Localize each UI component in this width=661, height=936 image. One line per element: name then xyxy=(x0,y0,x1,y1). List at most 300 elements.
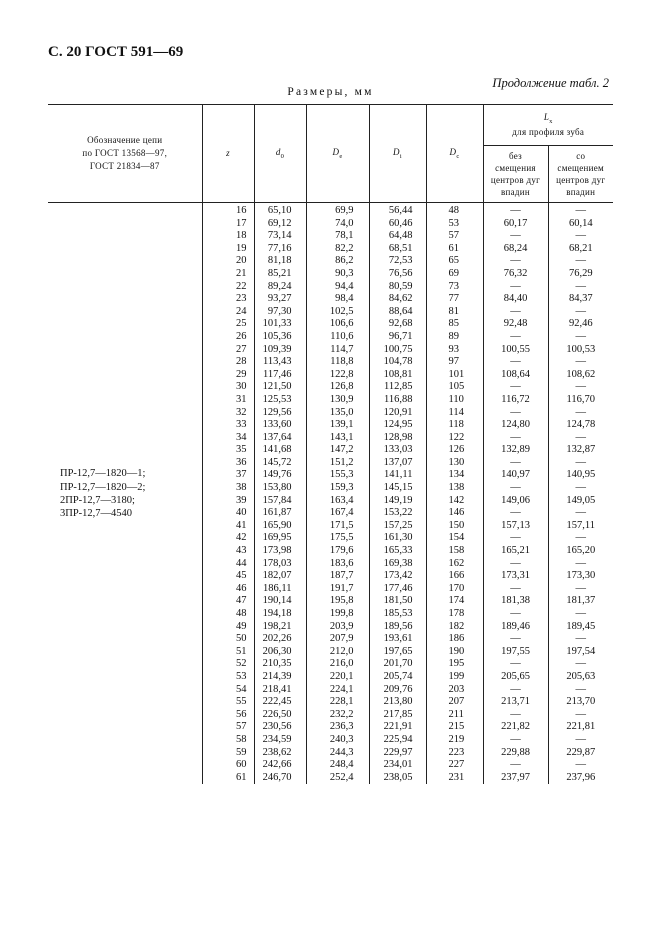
cell-di: 157,25 xyxy=(383,519,413,531)
cell-di: 145,15 xyxy=(383,482,413,494)
cell-di: 189,56 xyxy=(383,620,413,632)
cell-de: 224,1 xyxy=(329,683,354,695)
header-di: $D_i$ xyxy=(369,105,426,203)
cell-de: 159,3 xyxy=(329,482,354,494)
cell-de: 155,3 xyxy=(329,469,354,481)
header-designation-line-3: ГОСТ 21834—87 xyxy=(89,161,160,172)
cell-dc: 142 xyxy=(448,494,465,506)
cell-di: 234,01 xyxy=(383,759,413,771)
cell-de: 187,7 xyxy=(329,570,354,582)
cell-lx-without: — xyxy=(510,330,521,342)
cell-dc: 97 xyxy=(448,356,459,368)
cell-di: 104,78 xyxy=(383,356,413,368)
cell-dc: 77 xyxy=(448,293,459,305)
cell-dc: 122 xyxy=(448,431,465,443)
cell-lx-with: — xyxy=(575,305,586,317)
cell-lx-without: 157,13 xyxy=(501,519,530,531)
cell-di: 149,19 xyxy=(383,494,413,506)
cell-lx-without: 205,65 xyxy=(501,670,530,682)
cell-d0: 161,87 xyxy=(262,507,292,519)
cell-lx-with: — xyxy=(575,633,586,645)
cell-lx-with: 221,81 xyxy=(566,721,596,733)
cell-dc: 170 xyxy=(448,582,465,594)
cell-di: 72,53 xyxy=(388,255,413,267)
cell-de: 244,3 xyxy=(329,746,354,758)
cell-dc: 69 xyxy=(448,267,459,279)
header-d0: $d_0$ xyxy=(254,105,306,203)
cell-dc: 178 xyxy=(448,608,465,619)
sprocket-dimensions-table xyxy=(48,104,613,784)
cell-z: 18 xyxy=(236,230,247,242)
cell-d0: 202,26 xyxy=(262,633,292,645)
cell-de: 195,8 xyxy=(329,595,354,607)
cell-lx-with: — xyxy=(575,431,586,443)
cell-de: 236,3 xyxy=(329,721,354,733)
cell-z: 25 xyxy=(236,318,247,330)
cell-d0: 77,16 xyxy=(267,242,292,254)
cell-z: 56 xyxy=(236,708,247,720)
cell-lx-with: — xyxy=(575,356,586,368)
cell-z: 61 xyxy=(236,771,247,783)
cell-lx-with: — xyxy=(575,255,586,267)
cell-dc: 150 xyxy=(448,519,465,531)
cell-dc: 61 xyxy=(448,242,459,254)
cell-de: 183,6 xyxy=(329,557,354,569)
cell-dc: 110 xyxy=(448,393,464,405)
cell-di: 225,94 xyxy=(383,733,413,745)
cell-lx-without: — xyxy=(510,683,521,695)
header-dc: $D_c$ xyxy=(426,105,483,203)
cell-lx-with: 60,14 xyxy=(568,217,593,229)
cell-z: 35 xyxy=(236,444,247,456)
cell-lx-without: — xyxy=(510,708,521,720)
cell-z: 60 xyxy=(236,759,247,771)
cell-lx-without: 100,55 xyxy=(501,343,530,355)
header-designation-line-1: Обозначение цепи xyxy=(87,134,163,145)
cell-z: 29 xyxy=(236,368,247,380)
cell-z: 59 xyxy=(236,746,247,758)
cell-de: 69,9 xyxy=(335,205,354,216)
cell-d0: 178,03 xyxy=(262,557,292,569)
cell-lx-without: 221,82 xyxy=(501,721,530,733)
cell-lx-with: — xyxy=(575,330,586,342)
cell-lx-without: — xyxy=(510,280,521,292)
cell-dc: 211 xyxy=(448,708,464,720)
cell-dc: 105 xyxy=(448,381,465,393)
cell-d0: 125,53 xyxy=(262,393,292,405)
cell-lx-with: 165,20 xyxy=(566,545,596,557)
cell-lx-with: — xyxy=(575,381,586,393)
cell-di: 128,98 xyxy=(383,431,413,443)
header-lx: $L_x$ для профиля зуба xyxy=(483,105,613,146)
cell-lx-with: — xyxy=(575,658,586,670)
cell-de: 232,2 xyxy=(329,708,354,720)
cell-lx-with: 181,37 xyxy=(566,595,596,607)
cell-d0: 69,12 xyxy=(267,217,292,229)
cell-lx-without: 173,31 xyxy=(501,570,530,582)
cell-lx-with: — xyxy=(575,205,586,216)
cell-lx-without: — xyxy=(510,255,521,267)
cell-dc: 146 xyxy=(448,507,465,519)
chain-designation-cell xyxy=(48,203,202,785)
cell-de: 252,4 xyxy=(329,771,354,783)
cell-di: 92,68 xyxy=(388,318,413,330)
cell-di: 165,33 xyxy=(383,545,413,557)
cell-d0: 117,46 xyxy=(263,368,292,380)
cell-de: 122,8 xyxy=(329,368,354,380)
cell-d0: 218,41 xyxy=(262,683,292,695)
cell-d0: 109,39 xyxy=(262,343,292,355)
cell-lx-with: 189,45 xyxy=(566,620,596,632)
cell-di: 209,76 xyxy=(383,683,413,695)
cell-d0: 81,18 xyxy=(267,255,292,267)
cell-dc: 57 xyxy=(448,230,459,242)
cell-z: 20 xyxy=(236,255,247,267)
column-z xyxy=(202,203,254,785)
cell-dc: 182 xyxy=(448,620,465,632)
cell-di: 181,50 xyxy=(383,595,413,607)
cell-d0: 246,70 xyxy=(262,771,292,783)
cell-lx-with: 173,30 xyxy=(566,570,596,582)
column-dc xyxy=(426,203,483,785)
cell-di: 141,11 xyxy=(384,469,413,481)
cell-lx-without: 76,32 xyxy=(503,267,528,279)
cell-d0: 129,56 xyxy=(262,406,292,418)
cell-d0: 85,21 xyxy=(267,267,292,279)
cell-d0: 190,14 xyxy=(262,595,292,607)
cell-z: 36 xyxy=(236,456,247,468)
cell-d0: 153,80 xyxy=(262,482,292,494)
cell-z: 22 xyxy=(236,280,247,292)
cell-di: 64,48 xyxy=(388,230,413,242)
cell-dc: 134 xyxy=(448,469,465,481)
cell-lx-with: 76,29 xyxy=(568,267,593,279)
cell-de: 86,2 xyxy=(335,255,354,267)
cell-dc: 89 xyxy=(448,330,459,342)
cell-lx-without: 149,06 xyxy=(501,494,530,506)
cell-z: 47 xyxy=(236,595,247,607)
cell-z: 53 xyxy=(236,670,247,682)
cell-lx-without: — xyxy=(510,230,521,242)
cell-lx-without: 84,40 xyxy=(503,293,528,305)
column-de xyxy=(306,203,369,785)
column-lx-without-shift xyxy=(483,203,548,785)
column-di xyxy=(369,203,426,785)
cell-dc: 65 xyxy=(448,255,459,267)
cell-z: 46 xyxy=(236,582,247,594)
cell-lx-with: — xyxy=(575,482,586,494)
cell-d0: 194,18 xyxy=(262,608,292,619)
cell-d0: 165,90 xyxy=(262,519,292,531)
cell-de: 171,5 xyxy=(329,519,354,531)
cell-dc: 101 xyxy=(448,368,465,380)
cell-lx-without: — xyxy=(510,482,521,494)
cell-lx-without: 140,97 xyxy=(501,469,530,481)
cell-d0: 230,56 xyxy=(262,721,292,733)
cell-dc: 190 xyxy=(448,645,465,657)
cell-di: 88,64 xyxy=(388,305,413,317)
cell-di: 68,51 xyxy=(388,242,413,254)
cell-d0: 173,98 xyxy=(262,545,292,557)
cell-z: 39 xyxy=(236,494,247,506)
cell-lx-with: — xyxy=(575,683,586,695)
cell-lx-with: 92,46 xyxy=(568,318,593,330)
cell-lx-without: 197,55 xyxy=(501,645,530,657)
cell-dc: 207 xyxy=(448,696,465,708)
cell-z: 40 xyxy=(236,507,247,519)
cell-z: 24 xyxy=(236,305,247,317)
cell-z: 55 xyxy=(236,696,247,708)
cell-lx-with: 116,70 xyxy=(566,393,595,405)
cell-lx-without: 60,17 xyxy=(503,217,528,229)
cell-lx-with: 132,87 xyxy=(566,444,596,456)
cell-d0: 65,10 xyxy=(267,205,292,216)
cell-de: 130,9 xyxy=(329,393,354,405)
cell-d0: 121,50 xyxy=(262,381,292,393)
cell-lx-without: 132,89 xyxy=(501,444,530,456)
cell-lx-with: 229,87 xyxy=(566,746,596,758)
cell-dc: 53 xyxy=(448,217,459,229)
cell-z: 28 xyxy=(236,356,247,368)
cell-lx-with: 237,96 xyxy=(566,771,596,783)
cell-dc: 154 xyxy=(448,532,465,544)
cell-dc: 223 xyxy=(448,746,465,758)
cell-dc: 48 xyxy=(448,205,459,216)
cell-lx-without: — xyxy=(510,759,521,771)
cell-di: 84,62 xyxy=(388,293,413,305)
cell-di: 137,07 xyxy=(383,456,413,468)
cell-di: 108,81 xyxy=(383,368,413,380)
cell-de: 203,9 xyxy=(329,620,354,632)
cell-dc: 81 xyxy=(448,305,459,317)
cell-lx-with: — xyxy=(575,759,586,771)
cell-lx-without: 124,80 xyxy=(501,419,530,431)
cell-z: 38 xyxy=(236,482,247,494)
cell-d0: 206,30 xyxy=(262,645,292,657)
cell-dc: 130 xyxy=(448,456,465,468)
cell-lx-without: 181,38 xyxy=(501,595,530,607)
cell-d0: 238,62 xyxy=(262,746,292,758)
cell-di: 221,91 xyxy=(383,721,413,733)
cell-dc: 219 xyxy=(448,733,465,745)
column-d0 xyxy=(254,203,306,785)
cell-d0: 198,21 xyxy=(262,620,292,632)
cell-dc: 73 xyxy=(448,280,459,292)
cell-lx-with: 100,53 xyxy=(566,343,596,355)
cell-d0: 169,95 xyxy=(262,532,292,544)
chain-designation-1: ПР-12,7—1820—1; xyxy=(60,468,146,480)
cell-de: 114,7 xyxy=(330,343,354,355)
column-lx-with-shift xyxy=(548,203,613,785)
cell-lx-without: — xyxy=(510,582,521,594)
cell-lx-with: — xyxy=(575,557,586,569)
cell-de: 106,6 xyxy=(329,318,354,330)
cell-d0: 89,24 xyxy=(267,280,292,292)
cell-z: 44 xyxy=(236,557,247,569)
cell-z: 33 xyxy=(236,419,247,431)
cell-d0: 141,68 xyxy=(262,444,292,456)
cell-di: 205,74 xyxy=(383,670,413,682)
cell-dc: 118 xyxy=(448,419,464,431)
cell-di: 112,85 xyxy=(384,381,413,393)
cell-de: 199,8 xyxy=(329,608,354,619)
cell-dc: 203 xyxy=(448,683,465,695)
cell-di: 213,80 xyxy=(383,696,413,708)
cell-di: 161,30 xyxy=(383,532,413,544)
cell-lx-with: — xyxy=(575,507,586,519)
cell-d0: 97,30 xyxy=(267,305,292,317)
cell-de: 78,1 xyxy=(335,230,354,242)
cell-z: 31 xyxy=(236,393,247,405)
cell-z: 37 xyxy=(236,469,247,481)
cell-de: 216,0 xyxy=(329,658,354,670)
cell-de: 90,3 xyxy=(335,267,354,279)
cell-lx-with: 205,63 xyxy=(566,670,596,682)
cell-z: 48 xyxy=(236,608,247,619)
cell-de: 191,7 xyxy=(329,582,354,594)
header-lx-without-shift: без смещения центров дуг впадин xyxy=(483,146,548,203)
cell-z: 43 xyxy=(236,545,247,557)
cell-de: 240,3 xyxy=(329,733,354,745)
page-header: С. 20 ГОСТ 591—69 xyxy=(48,44,184,60)
cell-lx-with: — xyxy=(575,733,586,745)
cell-de: 179,6 xyxy=(329,545,354,557)
chain-designation-2: ПР-12,7—1820—2; xyxy=(60,481,146,493)
cell-lx-with: 124,78 xyxy=(566,419,596,431)
cell-dc: 195 xyxy=(448,658,465,670)
cell-di: 177,46 xyxy=(383,582,413,594)
table-continuation-note: Продолжение табл. 2 xyxy=(492,76,609,90)
cell-di: 193,61 xyxy=(383,633,413,645)
cell-di: 169,38 xyxy=(383,557,413,569)
cell-de: 220,1 xyxy=(329,670,354,682)
cell-di: 100,75 xyxy=(383,343,413,355)
cell-z: 19 xyxy=(236,242,247,254)
cell-dc: 231 xyxy=(448,771,465,783)
cell-lx-without: — xyxy=(510,431,521,443)
cell-de: 212,0 xyxy=(329,645,354,657)
cell-z: 58 xyxy=(236,733,247,745)
cell-di: 185,53 xyxy=(383,608,413,619)
cell-di: 217,85 xyxy=(383,708,413,720)
cell-d0: 149,76 xyxy=(262,469,292,481)
cell-lx-without: 92,48 xyxy=(503,318,528,330)
cell-lx-with: — xyxy=(575,280,586,292)
cell-di: 116,88 xyxy=(384,393,413,405)
cell-lx-with: 157,11 xyxy=(566,519,595,531)
cell-lx-without: — xyxy=(510,733,521,745)
header-designation xyxy=(48,105,202,203)
cell-z: 21 xyxy=(236,267,247,279)
cell-de: 82,2 xyxy=(335,242,354,254)
cell-de: 143,1 xyxy=(329,431,354,443)
cell-di: 76,56 xyxy=(388,267,413,279)
cell-lx-with: 140,95 xyxy=(566,469,596,481)
cell-z: 49 xyxy=(236,620,247,632)
cell-lx-without: — xyxy=(510,608,521,619)
cell-d0: 105,36 xyxy=(262,330,292,342)
cell-d0: 214,39 xyxy=(262,670,292,682)
cell-dc: 114 xyxy=(448,406,464,418)
cell-z: 54 xyxy=(236,683,247,695)
cell-de: 207,9 xyxy=(329,633,354,645)
cell-d0: 145,72 xyxy=(262,456,292,468)
header-designation-line-2: по ГОСТ 13568—97, xyxy=(82,147,168,158)
cell-lx-without: — xyxy=(510,381,521,393)
cell-de: 163,4 xyxy=(329,494,354,506)
cell-de: 139,1 xyxy=(329,419,354,431)
cell-lx-without: 165,21 xyxy=(501,545,530,557)
cell-di: 124,95 xyxy=(383,419,413,431)
cell-lx-without: — xyxy=(510,507,521,519)
cell-dc: 186 xyxy=(448,633,465,645)
cell-z: 34 xyxy=(236,431,247,443)
cell-lx-without: — xyxy=(510,406,521,418)
cell-de: 110,6 xyxy=(330,330,354,342)
cell-dc: 158 xyxy=(448,545,465,557)
cell-d0: 186,11 xyxy=(263,582,292,594)
cell-lx-with: 197,54 xyxy=(566,645,596,657)
cell-d0: 101,33 xyxy=(262,318,292,330)
cell-z: 52 xyxy=(236,658,247,670)
cell-d0: 93,27 xyxy=(267,293,292,305)
cell-z: 23 xyxy=(236,293,247,305)
cell-de: 74,0 xyxy=(335,217,354,229)
cell-lx-with: 84,37 xyxy=(568,293,593,305)
cell-z: 17 xyxy=(236,217,247,229)
cell-de: 151,2 xyxy=(329,456,354,468)
cell-lx-without: — xyxy=(510,633,521,645)
cell-lx-with: — xyxy=(575,532,586,544)
cell-di: 60,46 xyxy=(388,217,413,229)
chain-designation-4: 3ПР-12,7—4540 xyxy=(60,507,133,519)
cell-lx-without: 68,24 xyxy=(503,242,528,254)
header-lx-with-shift: со смещением центров дуг впадин xyxy=(548,146,613,203)
cell-dc: 138 xyxy=(448,482,465,494)
cell-d0: 210,35 xyxy=(262,658,292,670)
cell-lx-with: — xyxy=(575,608,586,619)
cell-lx-with: — xyxy=(575,230,586,242)
cell-dc: 199 xyxy=(448,670,465,682)
cell-lx-with: — xyxy=(575,708,586,720)
cell-de: 167,4 xyxy=(329,507,354,519)
cell-di: 80,59 xyxy=(388,280,413,292)
cell-d0: 182,07 xyxy=(262,570,292,582)
cell-lx-without: 189,46 xyxy=(501,620,530,632)
cell-lx-without: 237,97 xyxy=(501,771,530,783)
cell-dc: 227 xyxy=(448,759,465,771)
cell-lx-without: 108,64 xyxy=(501,368,530,380)
cell-lx-without: — xyxy=(510,305,521,317)
cell-d0: 226,50 xyxy=(262,708,292,720)
cell-lx-with: 149,05 xyxy=(566,494,596,506)
cell-de: 126,8 xyxy=(329,381,354,393)
cell-z: 30 xyxy=(236,381,247,393)
cell-dc: 126 xyxy=(448,444,465,456)
cell-d0: 137,64 xyxy=(262,431,292,443)
cell-lx-with: — xyxy=(575,406,586,418)
cell-di: 197,65 xyxy=(383,645,413,657)
cell-dc: 85 xyxy=(448,318,459,330)
cell-di: 96,71 xyxy=(388,330,413,342)
cell-lx-without: — xyxy=(510,557,521,569)
cell-dc: 166 xyxy=(448,570,465,582)
header-z: z xyxy=(202,105,254,203)
cell-lx-without: — xyxy=(510,356,521,368)
cell-z: 45 xyxy=(236,570,247,582)
cell-de: 248,4 xyxy=(329,759,354,771)
cell-de: 94,4 xyxy=(335,280,354,292)
